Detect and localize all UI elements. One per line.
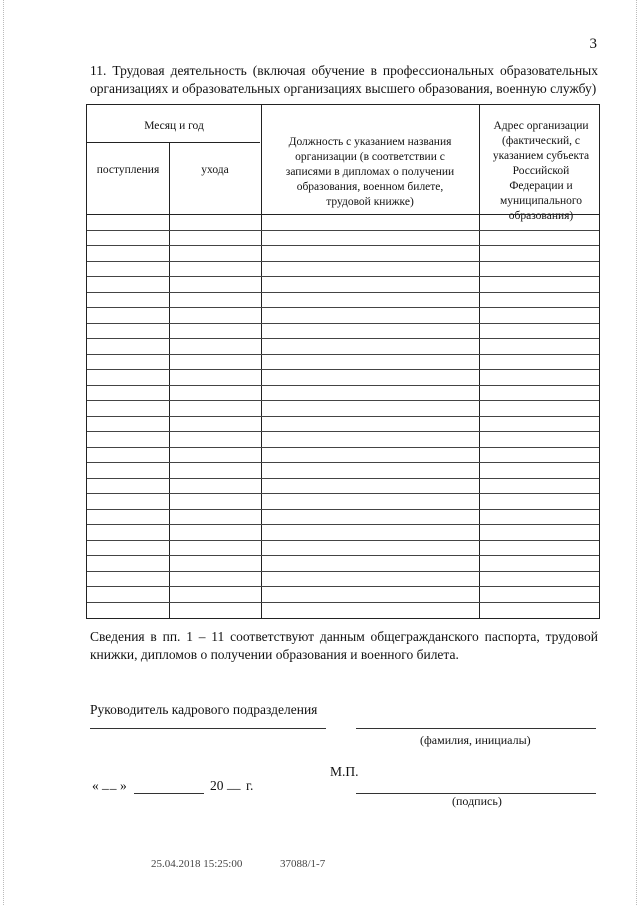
- table-row: [87, 447, 599, 448]
- header-address: Адрес организации (фактический, с указанием субъекта Российской Федерации и муниципального образования): [492, 120, 590, 222]
- table-row: [87, 230, 599, 231]
- name-caption: (фамилия, инициалы): [420, 733, 531, 747]
- table-row: [87, 385, 599, 386]
- table-row: [87, 602, 599, 603]
- table-row: [87, 261, 599, 262]
- table-row: [87, 214, 599, 215]
- header-position: Должность с указанием названия организации (в соответствии с записями в дипломах о получении образования, военном билете, трудовой книжке): [285, 136, 455, 208]
- table-row: [87, 509, 599, 510]
- table-divider-month-position: [261, 105, 262, 618]
- table-row: [87, 416, 599, 417]
- year-blank: __: [227, 776, 241, 791]
- table-row: [87, 431, 599, 432]
- table-row: [87, 369, 599, 370]
- table-row: [87, 493, 599, 494]
- table-row: [87, 354, 599, 355]
- page-number: 3: [589, 36, 597, 52]
- footer-timestamp: 25.04.2018 15:25:00: [151, 858, 243, 870]
- table-row: [87, 586, 599, 587]
- header-month-year: Месяц и год: [144, 120, 204, 132]
- year-suffix: г.: [246, 778, 254, 793]
- table-row: [87, 462, 599, 463]
- table-row: [87, 555, 599, 556]
- header-start: поступления: [96, 164, 160, 176]
- table-row: [87, 323, 599, 324]
- table-row: [87, 292, 599, 293]
- table-divider-position-address: [479, 105, 480, 618]
- date-month-line: [134, 793, 204, 794]
- date-day-blank: __: [102, 776, 118, 791]
- employment-table: [86, 104, 600, 619]
- table-row: [87, 307, 599, 308]
- year-prefix: 20: [210, 778, 224, 793]
- table-subheader-line: [87, 142, 260, 143]
- hr-head-label: Руководитель кадрового подразделения: [90, 702, 318, 717]
- name-line: [356, 728, 596, 729]
- page-edge-right: [636, 0, 638, 905]
- page-edge-left: [3, 0, 5, 905]
- table-row: [87, 276, 599, 277]
- header-end: ухода: [201, 164, 229, 176]
- table-row: [87, 400, 599, 401]
- table-row: [87, 338, 599, 339]
- hr-head-line: [90, 728, 326, 729]
- confirmation-note: Сведения в пп. 1 – 11 соответствуют данным общегражданского паспорта, трудовой книжки, дипломов о получении образования и военного билета.: [90, 629, 598, 662]
- footer-doc-id: 37088/1-7: [280, 858, 326, 870]
- section-title: 11. Трудовая деятельность (включая обучение в профессиональных образовательных организациях и образовательных организациях высшего образования, военную службу): [90, 63, 598, 96]
- date-open-quote: «: [92, 778, 99, 793]
- table-row: [87, 540, 599, 541]
- table-row: [87, 571, 599, 572]
- stamp-label: М.П.: [330, 764, 359, 779]
- date-close-quote: »: [120, 778, 127, 793]
- table-row: [87, 524, 599, 525]
- table-row: [87, 245, 599, 246]
- signature-caption: (подпись): [452, 794, 502, 808]
- table-row: [87, 478, 599, 479]
